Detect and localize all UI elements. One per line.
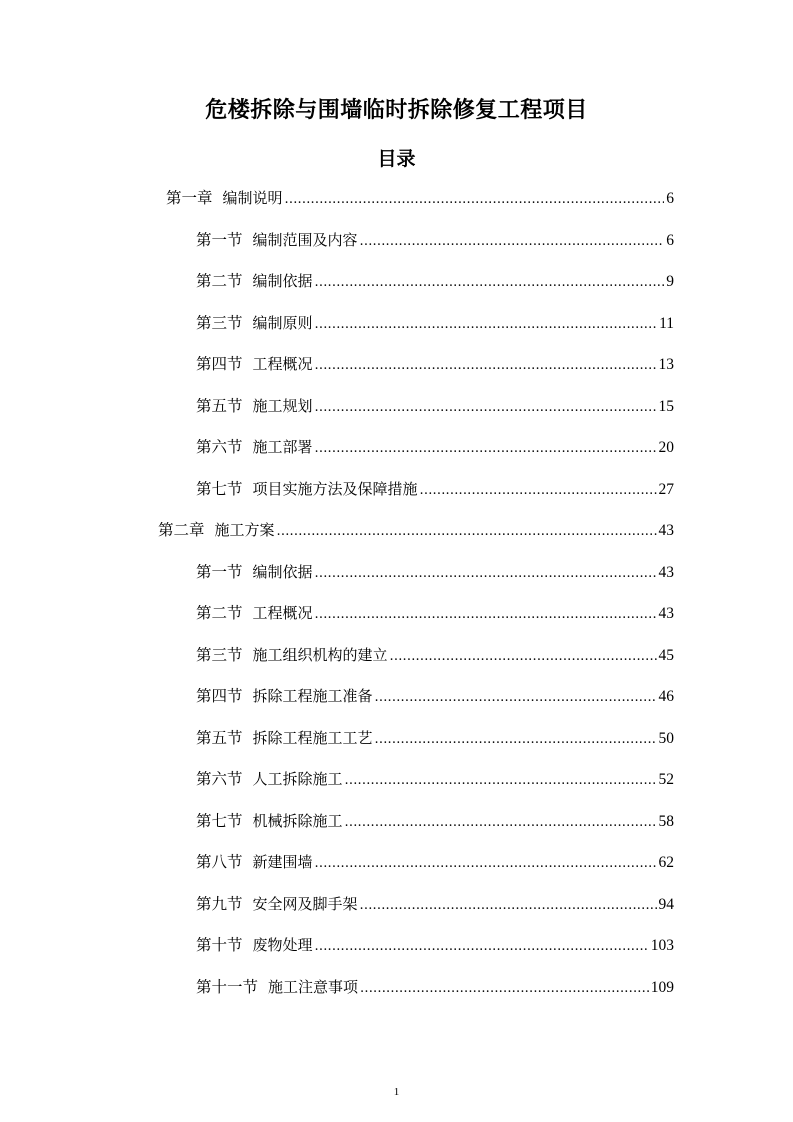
toc-dot-leader — [420, 477, 657, 505]
toc-entry-page: 45 — [658, 646, 674, 664]
toc-entry-section[interactable] — [196, 267, 674, 295]
toc-entry-page: 52 — [658, 771, 674, 788]
toc-entry-page: 46 — [658, 688, 674, 705]
toc-dot-leader — [390, 643, 657, 671]
toc-entry-section[interactable] — [196, 475, 674, 503]
toc-entry-page: 11 — [659, 314, 674, 332]
toc-entry-section[interactable] — [196, 807, 674, 835]
toc-entry-section[interactable] — [196, 226, 674, 254]
toc-entry-section[interactable] — [196, 558, 674, 586]
toc-entry-page: 109 — [650, 978, 674, 996]
toc-entry-label: 第四节 — [196, 687, 243, 705]
document-title: 危楼拆除与围墙临时拆除修复工程项目 — [205, 98, 588, 123]
toc-entry-name: 拆除工程施工工艺 — [252, 728, 373, 747]
toc-dot-leader — [277, 518, 657, 546]
toc-entry-section[interactable] — [196, 973, 674, 1001]
toc-entry-page: 50 — [658, 729, 674, 747]
toc-entry-name: 拆除工程施工准备 — [252, 687, 373, 705]
table-of-contents — [0, 184, 793, 1004]
toc-entry-section[interactable] — [196, 433, 674, 461]
toc-entry-label: 第十一节 — [196, 977, 259, 996]
toc-entry-name: 工程概况 — [252, 604, 313, 622]
toc-dot-leader — [315, 435, 657, 463]
toc-entry-section[interactable] — [196, 724, 674, 752]
toc-dot-leader — [315, 269, 665, 297]
toc-entry-label: 第五节 — [196, 396, 243, 415]
toc-entry-chapter-2[interactable] — [158, 516, 674, 544]
toc-entry-label: 第七节 — [196, 479, 243, 498]
toc-dot-leader — [315, 311, 658, 339]
toc-entry-name: 安全网及脚手架 — [252, 894, 358, 913]
toc-entry-page: 62 — [658, 854, 674, 871]
toc-dot-leader — [315, 394, 657, 422]
toc-entry-page: 43 — [658, 563, 674, 581]
toc-entry-label: 第四节 — [196, 355, 243, 373]
toc-entry-page: 94 — [658, 895, 674, 913]
toc-entry-name: 新建围墙 — [252, 853, 313, 871]
toc-entry-name: 施工注意事项 — [268, 977, 359, 996]
toc-entry-name: 人工拆除施工 — [252, 770, 343, 788]
toc-entry-section[interactable] — [196, 848, 674, 876]
toc-entry-page: 6 — [666, 231, 674, 249]
toc-entry-label: 第二节 — [196, 272, 243, 290]
toc-entry-section[interactable] — [196, 309, 674, 337]
toc-dot-leader — [360, 975, 649, 1003]
toc-entry-label: 第六节 — [196, 770, 243, 788]
toc-entry-section[interactable] — [196, 641, 674, 669]
toc-entry-label: 第五节 — [196, 728, 243, 747]
toc-dot-leader — [315, 601, 657, 629]
toc-entry-page: 20 — [658, 439, 674, 456]
toc-entry-name: 编制依据 — [252, 562, 313, 581]
toc-entry-name: 工程概况 — [252, 355, 313, 373]
toc-entry-label: 第一节 — [196, 230, 243, 249]
toc-entry-section[interactable] — [196, 350, 674, 378]
toc-entry-page: 58 — [658, 812, 674, 830]
toc-entry-name: 编制范围及内容 — [252, 230, 358, 249]
toc-dot-leader — [360, 892, 657, 920]
toc-dot-leader — [360, 228, 665, 256]
toc-entry-label: 第一节 — [196, 562, 243, 581]
toc-entry-label: 第二节 — [196, 604, 243, 622]
toc-entry-page: 103 — [650, 937, 674, 954]
toc-entry-label: 第三节 — [196, 313, 243, 332]
toc-dot-leader — [315, 933, 649, 961]
toc-dot-leader — [315, 352, 657, 380]
toc-entry-section[interactable] — [196, 599, 674, 627]
toc-entry-page: 6 — [666, 190, 674, 207]
toc-entry-section[interactable] — [196, 682, 674, 710]
toc-entry-page: 9 — [666, 273, 674, 290]
toc-entry-label: 第六节 — [196, 438, 243, 456]
toc-entry-section[interactable] — [196, 392, 674, 420]
toc-dot-leader — [315, 560, 657, 588]
toc-entry-section[interactable] — [196, 890, 674, 918]
toc-entry-page: 13 — [658, 356, 674, 373]
toc-entry-name: 编制说明 — [222, 189, 283, 207]
toc-entry-page: 43 — [658, 522, 674, 539]
toc-entry-label: 第三节 — [196, 645, 243, 664]
toc-entry-page: 15 — [658, 397, 674, 415]
toc-entry-label: 第七节 — [196, 811, 243, 830]
toc-entry-section[interactable] — [196, 765, 674, 793]
toc-heading: 目录 — [377, 148, 416, 170]
toc-entry-name: 废物处理 — [252, 936, 313, 954]
toc-entry-section[interactable] — [196, 931, 674, 959]
toc-entry-name: 机械拆除施工 — [252, 811, 343, 830]
toc-entry-name: 项目实施方法及保障措施 — [252, 479, 418, 498]
toc-dot-leader — [345, 809, 657, 837]
page-number: 1 — [393, 1086, 400, 1098]
toc-entry-page: 27 — [658, 480, 674, 498]
toc-dot-leader — [315, 850, 657, 878]
toc-dot-leader — [345, 767, 657, 795]
toc-entry-label: 第二章 — [158, 521, 205, 539]
toc-dot-leader — [375, 684, 657, 712]
toc-entry-name: 施工规划 — [252, 396, 313, 415]
toc-entry-label: 第八节 — [196, 853, 243, 871]
toc-entry-label: 第九节 — [196, 894, 243, 913]
toc-entry-name: 施工组织机构的建立 — [252, 645, 388, 664]
toc-dot-leader — [285, 186, 665, 214]
toc-entry-label: 第十节 — [196, 936, 243, 954]
toc-entry-name: 编制原则 — [252, 313, 313, 332]
toc-entry-label: 第一章 — [166, 189, 213, 207]
toc-dot-leader — [375, 726, 657, 754]
toc-entry-name: 施工方案 — [214, 521, 275, 539]
toc-entry-page: 43 — [658, 605, 674, 622]
toc-entry-name: 施工部署 — [252, 438, 313, 456]
toc-entry-chapter-1[interactable] — [166, 184, 674, 212]
toc-entry-name: 编制依据 — [252, 272, 313, 290]
